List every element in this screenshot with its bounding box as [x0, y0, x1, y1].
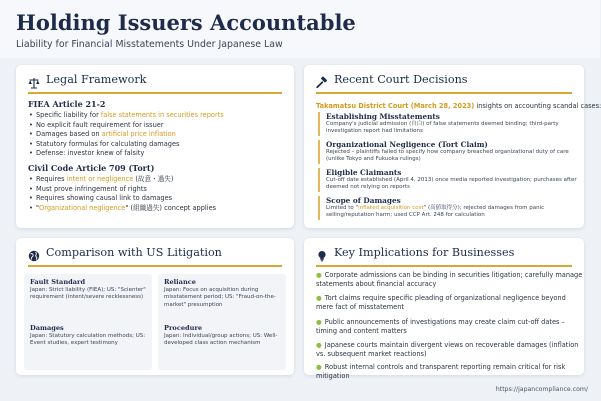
gavel-icon — [316, 74, 328, 86]
implication-item: ● Corporate admissions can be binding in securities litigation; carefully manage statements about financial accuracy — [316, 271, 583, 289]
implication-item: ● Japanese courts maintain divergent views on recoverable damages (inflation vs. subsequent market reactions) — [316, 341, 579, 359]
list-item: • Requires intent or negligence (故意・過失) — [28, 175, 216, 185]
court-decisions-header — [316, 73, 468, 86]
decision-eligible-claimants: Eligible Claimants Cut-off date established (April 4, 2013) once media reported investigation; purchases after deemed not relying on reports — [318, 168, 586, 192]
list-item: • No explicit fault requirement for issuer — [28, 121, 224, 131]
list-item: • Requires showing causal link to damages — [28, 194, 216, 204]
list-item: • "Organizational negligence" (組織過失) concept applies — [28, 204, 216, 214]
legal-framework-card — [16, 65, 294, 228]
bullet-icon: ● — [316, 271, 322, 279]
page-subtitle: Liability for Financial Misstatements Under Japanese Law — [16, 39, 283, 50]
legal-framework-title: Legal Framework — [46, 73, 147, 86]
us-comparison-card — [16, 238, 294, 375]
implications-title: Key Implications for Businesses — [334, 246, 515, 259]
comparison-reliance: Reliance Japan: Focus on acquisition during misstatement period; US: "Fraud-on-the-market" presumption — [158, 274, 286, 324]
page-header — [0, 0, 600, 58]
globe-icon — [28, 247, 40, 259]
implication-item: ● Public announcements of investigations may create claim cut-off dates – timing and content matters — [316, 318, 565, 336]
fiea-title: FIEA Article 21-2 — [28, 99, 106, 109]
bullet-icon: ● — [316, 363, 322, 371]
implications-header — [316, 246, 514, 259]
footer-link[interactable]: https://japancompliance.com/ — [495, 386, 588, 393]
list-item: • Damages based on artificial price inflation — [28, 130, 224, 140]
implication-item: ● Tort claims require specific pleading of organizational negligence beyond mere fact of misstatement — [316, 294, 566, 312]
decision-establishing-misstatements: Establishing Misstatements Company's judicial admission (自白) of false statements deemed binding; third-party investigation report had limitations — [318, 112, 586, 136]
comparison-damages: Damages Japan: Statutory calculation methods; US: Event studies, expert testimony — [24, 320, 152, 370]
scale-icon — [28, 74, 40, 86]
implications-card — [304, 238, 584, 381]
court-name: Takamatsu District Court (March 28, 2023) — [316, 102, 475, 110]
court-decisions-divider — [316, 92, 572, 94]
bullet-icon: ● — [316, 318, 322, 326]
decision-scope-of-damages: Scope of Damages Limited to "inflated acquisition cost" (高値取得分); rejected damages from panic selling/reputation harm; used CCP Art. 248 for calculation — [318, 196, 586, 220]
list-item: • Statutory formulas for calculating damages — [28, 140, 224, 150]
court-intro: Takamatsu District Court (March 28, 2023) insights on accounting scandal cases: — [316, 102, 601, 110]
comparison-procedure: Procedure Japan: Individual/group actions; US: Well-developed class action mechanism — [158, 320, 286, 370]
list-item: • Specific liability for false statements in securities reports — [28, 111, 224, 121]
bullet-icon: ● — [316, 341, 322, 349]
implication-item: ● Robust internal controls and transparent reporting remain critical for risk mitigation — [316, 363, 566, 381]
lightbulb-icon — [316, 247, 328, 259]
fiea-list — [28, 111, 224, 159]
us-comparison-header — [28, 246, 222, 259]
court-decisions-title: Recent Court Decisions — [334, 73, 468, 86]
bullet-icon: ● — [316, 294, 322, 302]
decision-organizational-negligence: Organizational Negligence (Tort Claim) Rejected – plaintiffs failed to specify how company breached organizational duty of care (unlike Tokyo and Fukuoka rulings) — [318, 140, 586, 164]
civil-code-list — [28, 175, 216, 213]
us-comparison-title: Comparison with US Litigation — [46, 246, 222, 259]
list-item: • Defense: investor knew of falsity — [28, 149, 224, 159]
page-title: Holding Issuers Accountable — [16, 10, 356, 35]
court-decisions-card — [304, 65, 601, 228]
list-item: • Must prove infringement of rights — [28, 185, 216, 195]
civil-code-title: Civil Code Article 709 (Tort) — [28, 163, 155, 173]
us-comparison-divider — [28, 265, 282, 267]
legal-framework-header — [28, 73, 146, 86]
implications-divider — [316, 265, 572, 267]
legal-framework-divider — [28, 92, 282, 94]
comparison-fault-standard: Fault Standard Japan: Strict liability (FIEA); US: "Scienter" requirement (intent/severe recklessness) — [24, 274, 152, 324]
